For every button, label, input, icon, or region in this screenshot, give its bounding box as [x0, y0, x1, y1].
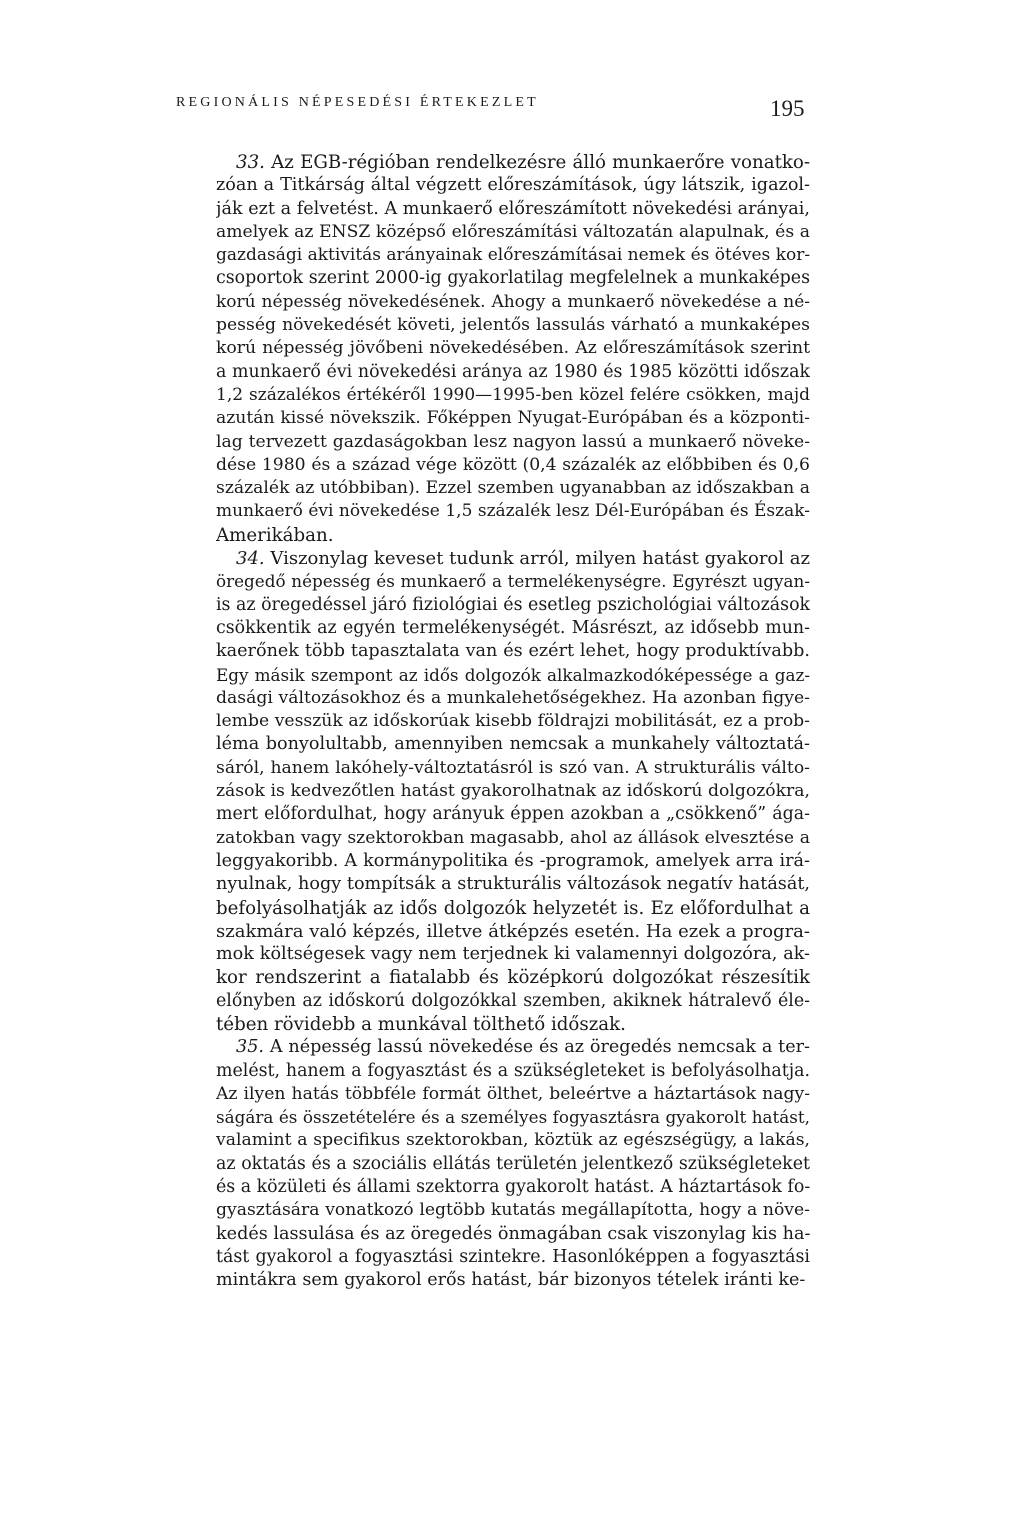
- text-line: az oktatás és a szociális ellátás területén jelentkező szükségleteket: [216, 1153, 810, 1174]
- text-line: lembe vesszük az időskorúak kisebb földrajzi mobilitását, ez a prob-: [216, 711, 810, 732]
- text-line: dése 1980 és a század vége között (0,4 százalék az előbbiben és 0,6: [216, 454, 810, 475]
- text-line: dasági változásokhoz és a munkalehetőségekhez. Ha azonban figye-: [216, 687, 810, 708]
- text-line: lag tervezett gazdaságokban lesz nagyon lassú a munkaerő növeke-: [216, 431, 810, 452]
- text-line: korú népesség növekedésének. Ahogy a munkaerő növekedése a né-: [216, 291, 810, 312]
- text-line: 1,2 százalékos értékéről 1990—1995-ben közel felére csökken, majd: [216, 384, 810, 405]
- text-line: valamint a specifikus szektorokban, köztük az egészségügy, a lakás,: [216, 1130, 810, 1151]
- text-line: tást gyakorol a fogyasztási szintekre. Hasonlóképpen a fogyasztási: [216, 1246, 810, 1267]
- text-line: [216, 151, 810, 174]
- paragraph: [216, 151, 810, 547]
- text-line: zások is kedvezőtlen hatást gyakorolhatnak az időskorú dolgozókra,: [216, 781, 810, 802]
- text-line: mintákra sem gyakorol erős hatást, bár bizonyos tételek iránti ke-: [216, 1270, 806, 1291]
- text-line: Egy másik szempont az idős dolgozók alkalmazkodóképessége a gaz-: [216, 664, 810, 685]
- text-line: korú népesség jövőbeni növekedésében. Az előreszámítások szerint: [216, 338, 810, 359]
- paragraph: [216, 1036, 810, 1292]
- text-line: ságára és összetételére és a személyes fogyasztásra gyakorolt hatást,: [216, 1107, 810, 1128]
- text-line: [216, 1036, 810, 1059]
- text-line: nyulnak, hogy tompítsák a strukturális változások negatív hatását,: [216, 874, 810, 895]
- text-line: sáról, hanem lakóhely-változtatásról is szó van. A strukturális válto-: [216, 757, 810, 778]
- text-line: mok költségesek vagy nem terjednek ki valamennyi dolgozóra, ak-: [216, 944, 810, 965]
- paragraph-number: 34.: [236, 548, 265, 570]
- text-line: melést, hanem a fogyasztást és a szükségleteket is befolyásolhatja.: [216, 1060, 810, 1081]
- text-line: léma bonyolultabb, amennyiben nemcsak a munkahely változtatá-: [216, 734, 810, 755]
- text-line: öregedő népesség és munkaerő a termelékenységre. Egyrészt ugyan-: [216, 571, 810, 592]
- line-text: A népesség lassú növekedése és az öregedés nemcsak a ter-: [263, 1037, 810, 1058]
- text-line: kor rendszerint a fiatalabb és középkorú dolgozókat részesítik: [216, 967, 810, 989]
- text-line: amelyek az ENSZ középső előreszámítási változatán alapulnak, és a: [216, 221, 810, 242]
- text-line: százalék az utóbbiban). Ezzel szemben ugyanabban az időszakban a: [216, 478, 810, 499]
- body-text: [216, 151, 810, 1293]
- text-line: a munkaerő évi növekedési aránya az 1980 és 1985 közötti időszak: [216, 361, 810, 382]
- running-head: REGIONÁLIS NÉPESEDÉSI ÉRTEKEZLET: [176, 95, 539, 110]
- text-line: [216, 547, 810, 570]
- text-line: tében rövidebb a munkával tölthető időszak.: [216, 1013, 626, 1035]
- paragraph-number: 33.: [236, 152, 265, 173]
- text-line: előnyben az időskorú dolgozókkal szemben, akiknek hátralevő éle-: [216, 990, 810, 1011]
- text-line: pesség növekedését követi, jelentős lassulás várható a munkaképes: [216, 315, 810, 336]
- text-line: kaerőnek több tapasztalata van és ezért lehet, hogy produktívabb.: [216, 641, 810, 662]
- page-number: 195: [770, 96, 805, 121]
- text-line: mert előfordulhat, hogy arányuk éppen azokban a „csökkenő” ága-: [216, 804, 810, 825]
- text-line: gyasztására vonatkozó legtöbb kutatás megállapította, hogy a növe-: [216, 1200, 810, 1221]
- text-line: csoportok szerint 2000-ig gyakorlatilag megfelelnek a munkaképes: [216, 268, 810, 289]
- line-text: Viszonylag keveset tudunk arról, milyen hatást gyakorol az: [264, 548, 810, 570]
- text-line: Az ilyen hatás többféle formát ölthet, beleértve a háztartások nagy-: [216, 1083, 810, 1104]
- line-text: Az EGB-régióban rendelkezésre álló munkaerőre vonatko-: [264, 152, 810, 173]
- text-line: Amerikában.: [216, 524, 334, 546]
- text-line: leggyakoribb. A kormánypolitika és -programok, amelyek arra irá-: [216, 850, 810, 871]
- paragraph: [216, 547, 810, 1036]
- text-line: zóan a Titkárság által végzett előreszámítások, úgy látszik, igazol-: [216, 175, 810, 196]
- text-line: kedés lassulása és az öregedés önmagában csak viszonylag kis ha-: [216, 1223, 810, 1244]
- text-line: zatokban vagy szektorokban magasabb, ahol az állások elvesztése a: [216, 827, 810, 848]
- text-line: gazdasági aktivitás arányainak előreszámításai nemek és ötéves kor-: [216, 245, 810, 266]
- text-line: munkaerő évi növekedése 1,5 százalék lesz Dél-Európában és Észak-: [216, 501, 810, 522]
- paragraph-number: 35.: [236, 1037, 264, 1058]
- text-line: befolyásolhatják az idős dolgozók helyzetét is. Ez előfordulhat a: [216, 897, 810, 919]
- text-line: csökkentik az egyén termelékenységét. Másrészt, az idősebb mun-: [216, 617, 810, 638]
- text-line: ják ezt a felvetést. A munkaerő előreszámított növekedési arányai,: [216, 198, 810, 219]
- text-line: azután kissé növekszik. Főképpen Nyugat-Európában és a központi-: [216, 408, 810, 429]
- text-line: és a közületi és állami szektorra gyakorolt hatást. A háztartások fo-: [216, 1177, 810, 1198]
- text-line: szakmára való képzés, illetve átképzés esetén. Ha ezek a progra-: [216, 920, 810, 942]
- text-line: is az öregedéssel járó fiziológiai és esetleg pszichológiai változások: [216, 594, 810, 615]
